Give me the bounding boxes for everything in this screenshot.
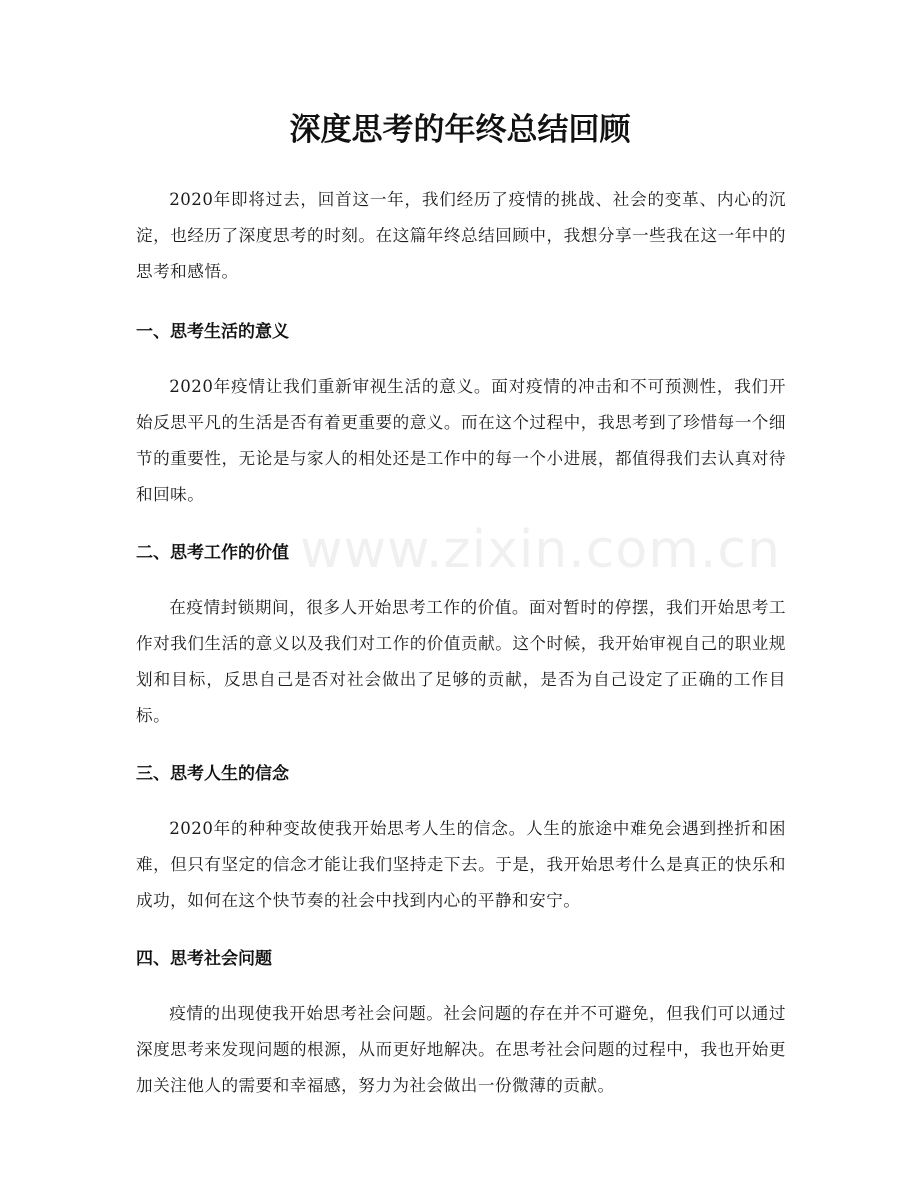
section-body-life-meaning: 2020年疫情让我们重新审视生活的意义。面对疫情的冲击和不可预测性，我们开始反思平凡的生活是否有着更重要的意义。而在这个过程中，我思考到了珍惜每一个细节的重要性，无论是与家人的相处还是工作中的每一个小进展，都值得我们去认真对待和回味。: [136, 377, 786, 504]
document-body: [136, 182, 786, 1104]
section-heading-work-value: 二、思考工作的价值: [136, 543, 289, 563]
section-body-life-belief: 2020年的种种变故使我开始思考人生的信念。人生的旅途中难免会遇到挫折和困难，但只有坚定的信念才能让我们坚持走下去。于是，我开始思考什么是真正的快乐和成功，如何在这个快节奏的社会中找到内心的平静和安宁。: [136, 819, 786, 910]
section-heading-life-belief: 三、思考人生的信念: [136, 764, 289, 784]
section-heading-life-meaning: 一、思考生活的意义: [136, 322, 289, 342]
section-body-social-issues: 疫情的出现使我开始思考社会问题。社会问题的存在并不可避免，但我们可以通过深度思考来发现问题的根源，从而更好地解决。在思考社会问题的过程中，我也开始更加关注他人的需要和幸福感，努力为社会做出一份微薄的贡献。: [136, 1004, 786, 1095]
section-heading-social-issues: 四、思考社会问题: [136, 949, 272, 969]
intro-paragraph: 2020年即将过去，回首这一年，我们经历了疫情的挑战、社会的变革、内心的沉淀，也经历了深度思考的时刻。在这篇年终总结回顾中，我想分享一些我在这一年中的思考和感悟。: [136, 190, 786, 281]
document-title: 深度思考的年终总结回顾: [289, 112, 631, 148]
section-body-work-value: 在疫情封锁期间，很多人开始思考工作的价值。面对暂时的停摆，我们开始思考工作对我们生活的意义以及我们对工作的价值贡献。这个时候，我开始审视自己的职业规划和目标，反思自己是否对社会做出了足够的贡献，是否为自己设定了正确的工作目标。: [136, 598, 786, 725]
watermark: www.zixin.com.cn: [300, 520, 781, 580]
